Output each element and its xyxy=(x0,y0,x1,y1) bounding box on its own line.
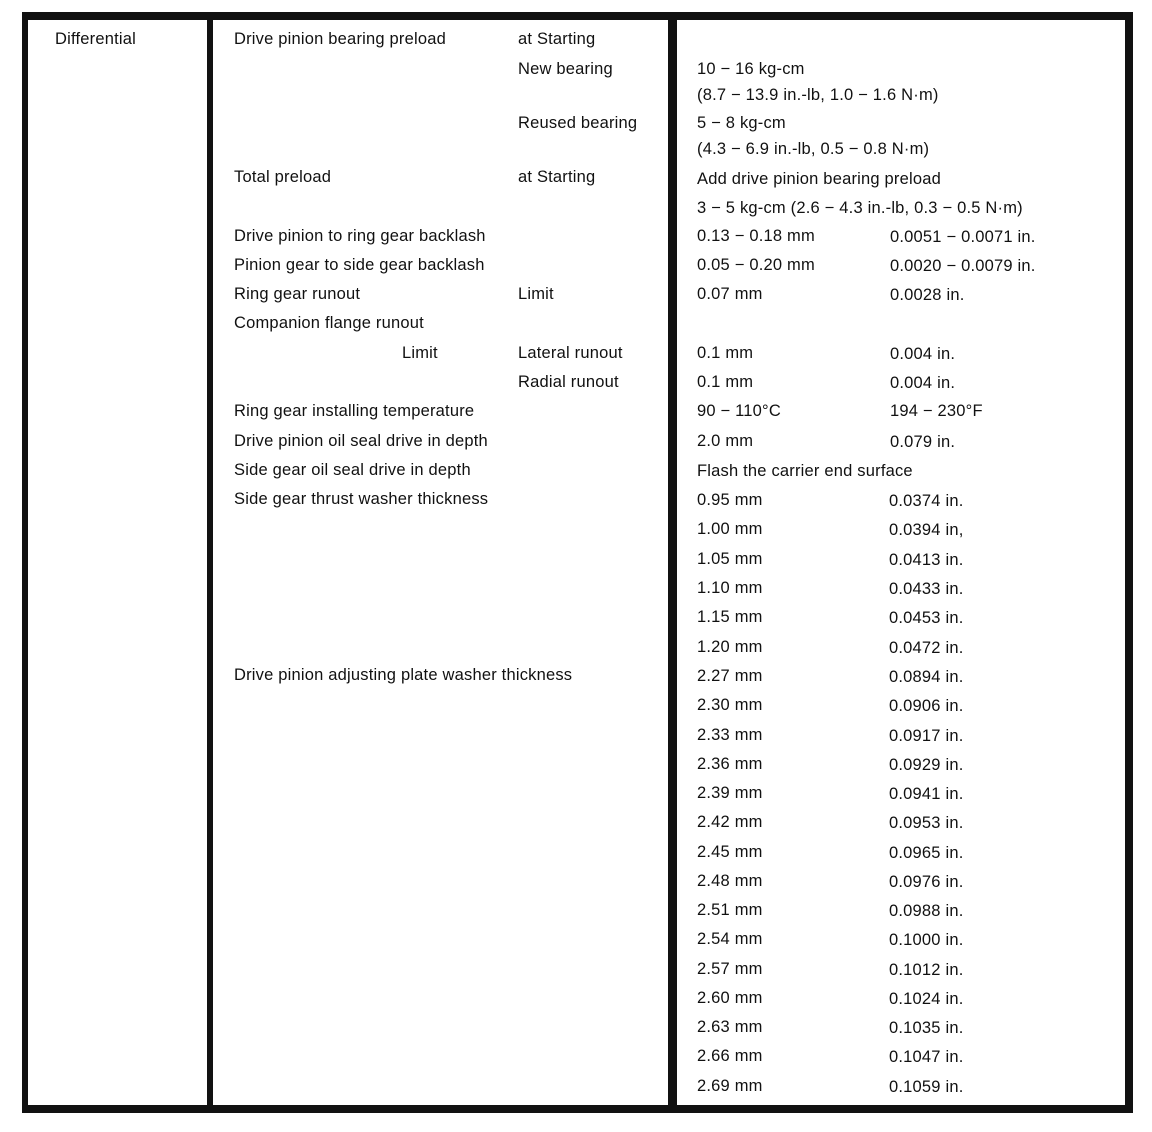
item-label-ring-runout: Ring gear runout xyxy=(234,285,361,303)
value-backlash-ring-mm: 0.13 − 0.18 mm xyxy=(697,227,815,245)
plate-washer-row-in: 0.1035 in. xyxy=(889,1019,964,1037)
value-total-preload: Add drive pinion bearing preload xyxy=(697,170,941,188)
item-label-preload: Drive pinion bearing preload xyxy=(234,30,446,48)
thrust-washer-row-in: 0.0433 in. xyxy=(889,579,964,598)
plate-washer-row-mm: 2.48 mm xyxy=(697,871,763,890)
plate-washer-row-mm: 2.60 mm xyxy=(697,988,763,1007)
plate-washer-row-mm: 2.57 mm xyxy=(697,959,763,978)
plate-washer-row-in: 0.0917 in. xyxy=(889,726,964,745)
plate-washer-row-in: 0.1059 in. xyxy=(889,1077,964,1096)
value-oilseal-side: Flash the carrier end surface xyxy=(697,462,913,480)
plate-washer-row-in: 0.0894 in. xyxy=(889,668,964,686)
value-new-bearing-alt: (8.7 − 13.9 in.-lb, 1.0 − 1.6 N·m) xyxy=(697,86,939,104)
plate-washer-row-mm: 2.51 mm xyxy=(697,901,763,919)
value-lateral-runout-in: 0.004 in. xyxy=(890,345,956,363)
value-total-preload-alt: 3 − 5 kg-cm (2.6 − 4.3 in.-lb, 0.3 − 0.5 N·m) xyxy=(697,199,1023,217)
thrust-washer-row-mm: 1.00 mm xyxy=(697,520,763,539)
plate-washer-row-mm: 2.39 mm xyxy=(697,784,763,802)
thrust-washer-row-in: 0.0374 in. xyxy=(889,492,964,510)
plate-washer-row-mm: 2.63 mm xyxy=(697,1018,763,1036)
plate-washer-row-in: 0.1000 in. xyxy=(889,931,964,950)
item-label-backlash-side: Pinion gear to side gear backlash xyxy=(234,256,485,274)
value-backlash-ring-in: 0.0051 − 0.0071 in. xyxy=(890,228,1036,246)
plate-washer-row-in: 0.0965 in. xyxy=(889,843,964,862)
plate-washer-row-mm: 2.54 mm xyxy=(697,930,763,949)
thrust-washer-row-in: 0.0413 in. xyxy=(889,550,964,569)
plate-washer-row-mm: 2.33 mm xyxy=(697,725,763,744)
item-label-thrust-washer: Side gear thrust washer thickness xyxy=(234,490,489,508)
plate-washer-row-mm: 2.30 mm xyxy=(697,696,763,715)
thrust-washer-row-mm: 0.95 mm xyxy=(697,491,763,509)
thrust-washer-row-mm: 1.05 mm xyxy=(697,549,763,568)
item-label-oilseal-side: Side gear oil seal drive in depth xyxy=(234,461,471,479)
plate-washer-row-mm: 2.36 mm xyxy=(697,754,763,773)
value-new-bearing: 10 − 16 kg-cm xyxy=(697,60,805,78)
item-label-ring-temp: Ring gear installing temperature xyxy=(234,402,475,420)
condition-new-bearing: New bearing xyxy=(518,60,613,78)
condition-radial-runout: Radial runout xyxy=(518,373,619,391)
plate-washer-row-in: 0.1024 in. xyxy=(889,989,964,1008)
value-ring-temp-f: 194 − 230°F xyxy=(890,402,983,420)
thrust-washer-row-mm: 1.20 mm xyxy=(697,637,763,656)
value-ring-runout-mm: 0.07 mm xyxy=(697,285,763,303)
condition-limit: Limit xyxy=(518,285,554,303)
plate-washer-row-in: 0.1047 in. xyxy=(889,1048,964,1067)
value-radial-runout-in: 0.004 in. xyxy=(890,374,956,392)
plate-washer-row-mm: 2.42 mm xyxy=(697,813,763,832)
plate-washer-row-in: 0.0953 in. xyxy=(889,814,964,833)
section-title: Differential xyxy=(55,30,136,48)
value-reused-bearing: 5 − 8 kg-cm xyxy=(697,114,786,132)
item-label-companion-limit: Limit xyxy=(402,344,438,362)
plate-washer-row-mm: 2.45 mm xyxy=(697,842,763,861)
plate-washer-row-in: 0.0941 in. xyxy=(889,785,964,803)
item-label-companion-runout: Companion flange runout xyxy=(234,314,424,332)
value-lateral-runout-mm: 0.1 mm xyxy=(697,344,754,362)
item-label-plate-washer: Drive pinion adjusting plate washer thickness xyxy=(234,666,573,684)
value-backlash-side-mm: 0.05 − 0.20 mm xyxy=(697,256,815,274)
plate-washer-row-in: 0.1012 in. xyxy=(889,960,964,979)
thrust-washer-row-mm: 1.10 mm xyxy=(697,578,763,597)
item-label-total-preload: Total preload xyxy=(234,168,332,186)
plate-washer-row-in: 0.0988 in. xyxy=(889,902,964,920)
plate-washer-row-in: 0.0976 in. xyxy=(889,872,964,891)
condition-at-starting: at Starting xyxy=(518,30,596,48)
condition-reused-bearing: Reused bearing xyxy=(518,114,638,132)
value-reused-bearing-alt: (4.3 − 6.9 in.-lb, 0.5 − 0.8 N·m) xyxy=(697,140,930,158)
value-oilseal-pinion-mm: 2.0 mm xyxy=(697,432,754,450)
value-radial-runout-mm: 0.1 mm xyxy=(697,373,754,391)
plate-washer-row-mm: 2.27 mm xyxy=(697,667,763,685)
condition-at-starting-total: at Starting xyxy=(518,168,596,186)
value-ring-temp-c: 90 − 110°C xyxy=(697,402,781,420)
plate-washer-row-mm: 2.69 mm xyxy=(697,1076,763,1095)
thrust-washer-row-in: 0.0472 in. xyxy=(889,638,964,657)
item-label-backlash-ring: Drive pinion to ring gear backlash xyxy=(234,227,486,245)
value-ring-runout-in: 0.0028 in. xyxy=(890,286,965,304)
value-oilseal-pinion-in: 0.079 in. xyxy=(890,433,956,451)
condition-lateral-runout: Lateral runout xyxy=(518,344,623,362)
thrust-washer-row-in: 0.0394 in, xyxy=(889,521,964,540)
column-divider-1 xyxy=(207,12,213,1113)
value-backlash-side-in: 0.0020 − 0.0079 in. xyxy=(890,257,1036,275)
item-label-oilseal-pinion: Drive pinion oil seal drive in depth xyxy=(234,432,488,450)
plate-washer-row-in: 0.0929 in. xyxy=(889,755,964,774)
plate-washer-row-in: 0.0906 in. xyxy=(889,697,964,716)
plate-washer-row-mm: 2.66 mm xyxy=(697,1047,763,1066)
thrust-washer-row-mm: 1.15 mm xyxy=(697,608,763,627)
thrust-washer-row-in: 0.0453 in. xyxy=(889,609,964,628)
column-divider-2 xyxy=(668,12,677,1113)
